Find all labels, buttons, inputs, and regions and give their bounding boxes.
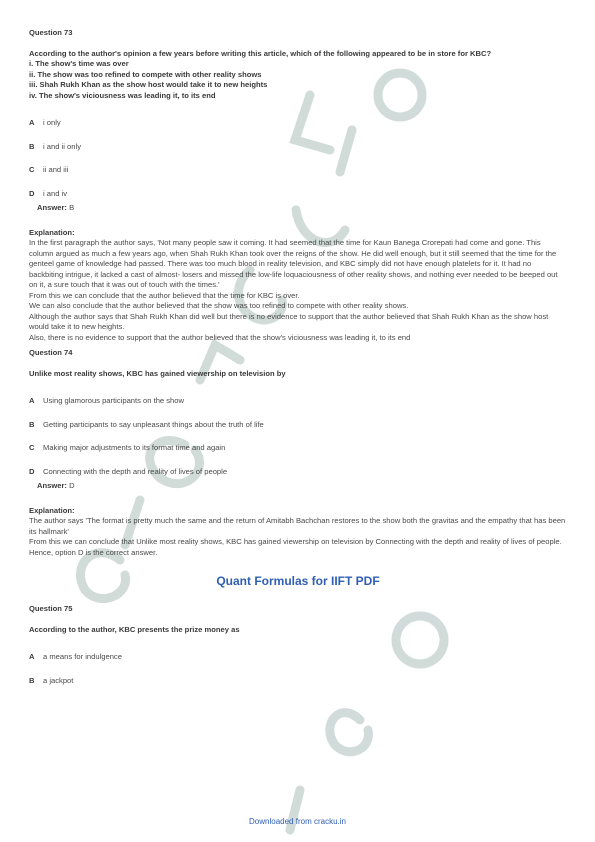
explanation-paragraph: From this we can conclude that Unlike most reality shows, KBC has gained viewership on television by Connecting with the depth and reality of lives of people. bbox=[29, 537, 562, 546]
option-label: C bbox=[29, 443, 35, 452]
explanation-paragraph: We can also conclude that the author believed that the show was too refined to compete with other reality shows. bbox=[29, 301, 409, 310]
option-label: B bbox=[29, 141, 35, 151]
explanation-heading: Explanation: bbox=[29, 505, 75, 515]
explanation-paragraph: Hence, option D is the correct answer. bbox=[29, 547, 158, 557]
option-text: i only bbox=[43, 118, 61, 127]
option-text: Using glamorous participants on the show bbox=[43, 396, 184, 405]
question-heading: Question 75 bbox=[29, 604, 73, 613]
option-text: i and iv bbox=[43, 188, 68, 198]
explanation-paragraph: Also, there is no evidence to support that the author believed that the show's viciousness was leading it, to its end bbox=[29, 332, 411, 342]
question-heading: Question 74 bbox=[29, 348, 73, 357]
answer-value: D bbox=[69, 481, 75, 490]
option-a[interactable] bbox=[29, 396, 567, 407]
option-label: C bbox=[29, 165, 35, 174]
statement-1: i. The show's time was over bbox=[29, 59, 129, 68]
option-label: A bbox=[29, 652, 35, 661]
option-label: D bbox=[29, 466, 35, 476]
explanation-heading: Explanation: bbox=[29, 227, 75, 237]
option-text: Making major adjustments to its format time and again bbox=[43, 443, 226, 452]
question-text: According to the author's opinion a few years before writing this article, which of the following appeared to be in store for KBC? bbox=[29, 48, 492, 58]
explanation-paragraph: From this we can conclude that the author believed that the time for KBC is over. bbox=[29, 290, 300, 300]
option-label: A bbox=[29, 118, 35, 127]
option-text: Connecting with the depth and reality of lives of people bbox=[43, 466, 228, 476]
question-74 bbox=[29, 348, 567, 558]
question-text: Unlike most reality shows, KBC has gained viewership on television by bbox=[29, 368, 286, 378]
option-label: B bbox=[29, 419, 35, 429]
option-text: a means for indulgence bbox=[43, 652, 122, 661]
content-column bbox=[29, 28, 567, 686]
statement-3: iii. Shah Rukh Khan as the show host would take it to new heights bbox=[29, 80, 268, 89]
option-text: a jackpot bbox=[43, 675, 74, 685]
option-a[interactable] bbox=[29, 118, 567, 129]
answer-value: B bbox=[69, 203, 75, 212]
option-c[interactable] bbox=[29, 165, 567, 176]
question-75 bbox=[29, 604, 567, 686]
option-d[interactable] bbox=[29, 189, 567, 200]
option-label: D bbox=[29, 188, 35, 198]
option-b[interactable] bbox=[29, 142, 567, 153]
explanation-paragraph: In the first paragraph the author says, 'Not many people saw it coming. It had seemed that the time for Kaun Banega Crorepati had come and gone. This column argued as much a few years ago, when Shah Rukh Khan took over the reigns of the show. He did well enough, but it still seemed that the time for the genteel game of knowledge had passed. There was too much blood in reality television, and KBC simply did not have enough platelets for it. It had no backbiting intrigue, it lacked a cast of almost- losers and missed the low-life loquaciousness of other reality shows, and nothing ever needed to be beeped out on it, a sure touch that it was out of touch with the times.' bbox=[29, 238, 558, 289]
option-a[interactable] bbox=[29, 652, 567, 663]
answer-label: Answer: bbox=[37, 203, 67, 212]
footer-link[interactable]: Downloaded from cracku.in bbox=[249, 817, 346, 826]
answer-label: Answer: bbox=[37, 481, 67, 490]
answer-line bbox=[37, 481, 567, 492]
answer-line bbox=[37, 203, 567, 214]
option-c[interactable] bbox=[29, 443, 567, 454]
statement-2: ii. The show was too refined to compete with other reality shows bbox=[29, 69, 262, 79]
option-text: Getting participants to say unpleasant things about the truth of life bbox=[43, 419, 264, 429]
explanation-paragraph: Although the author says that Shah Rukh Khan did well but there is no evidence to support that the author believed that Shah Rukh Khan as the show host would take it to new heights. bbox=[29, 311, 549, 331]
option-b[interactable] bbox=[29, 676, 567, 687]
promo-link[interactable]: Quant Formulas for IIFT PDF bbox=[216, 574, 380, 588]
statement-4: iv. The show's viciousness was leading it, to its end bbox=[29, 90, 216, 100]
question-73 bbox=[29, 28, 567, 343]
option-text: ii and iii bbox=[43, 165, 69, 174]
explanation-paragraph: The author says 'The format is pretty much the same and the return of Amitabh Bachchan restores to the show both the gravitas and the empathy that has been its hallmark' bbox=[29, 516, 566, 536]
option-text: i and ii only bbox=[43, 141, 81, 151]
option-b[interactable] bbox=[29, 420, 567, 431]
option-label: A bbox=[29, 396, 35, 405]
question-text: According to the author, KBC presents the prize money as bbox=[29, 624, 240, 634]
option-label: B bbox=[29, 675, 35, 685]
option-d[interactable] bbox=[29, 467, 567, 478]
question-heading: Question 73 bbox=[29, 28, 73, 37]
